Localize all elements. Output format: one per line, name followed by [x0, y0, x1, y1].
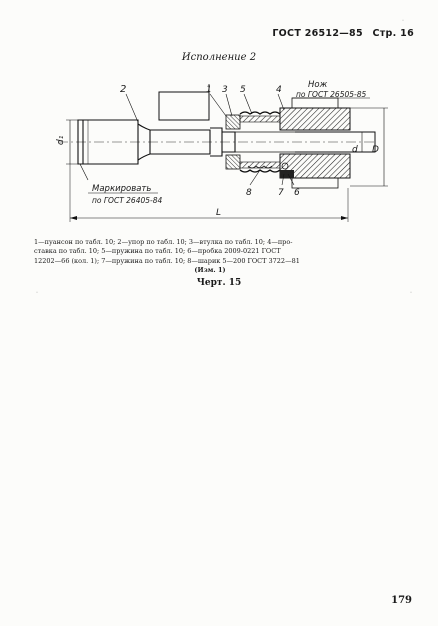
scan-speck: · — [410, 290, 412, 296]
label-D: D — [372, 145, 379, 155]
knife-standard: по ГОСТ 26505-85 — [296, 90, 367, 99]
label-L: L — [216, 208, 222, 218]
page-header — [272, 28, 414, 39]
scan-speck: · — [402, 18, 404, 24]
header-page-label: Стр. 16 — [372, 28, 414, 39]
legend-amendment: (Изм. 1) — [194, 266, 226, 275]
stop-block — [159, 92, 209, 120]
label-4: 4 — [276, 85, 282, 95]
dimension-d-D — [350, 108, 388, 186]
legend-line: 12202—66 (кол. 1); 7—пружина по табл. 10; 8—шарик 5—200 ГОСТ 3722—81 — [34, 256, 300, 265]
mark-standard: по ГОСТ 26405-84 — [92, 196, 163, 205]
label-1: 1 — [206, 85, 212, 95]
knife-title: Нож — [308, 80, 328, 90]
variant-title: Исполнение 2 — [181, 52, 257, 63]
mark-title: Маркировать — [92, 184, 152, 194]
figure-caption: Черт. 15 — [196, 278, 242, 288]
header-standard: ГОСТ 26512—85 — [272, 28, 363, 39]
label-d: d — [352, 145, 358, 155]
label-5: 5 — [240, 85, 246, 95]
label-8: 8 — [246, 188, 252, 198]
parts-legend — [34, 238, 386, 276]
label-d1: d₁ — [56, 135, 66, 145]
page-number: 179 — [391, 595, 412, 606]
label-3: 3 — [222, 85, 228, 95]
label-2: 2 — [120, 84, 127, 95]
label-7: 7 — [278, 188, 284, 198]
legend-line: 1—пуансон по табл. 10; 2—упор по табл. 10; 3—втулка по табл. 10; 4—про- — [34, 238, 293, 246]
scan-speck: · — [36, 290, 38, 296]
label-6: 6 — [294, 188, 300, 198]
legend-line: ставка по табл. 10; 5—пружина по табл. 10; 6—пробка 2009-0221 ГОСТ — [34, 247, 281, 256]
technical-drawing — [40, 70, 400, 245]
